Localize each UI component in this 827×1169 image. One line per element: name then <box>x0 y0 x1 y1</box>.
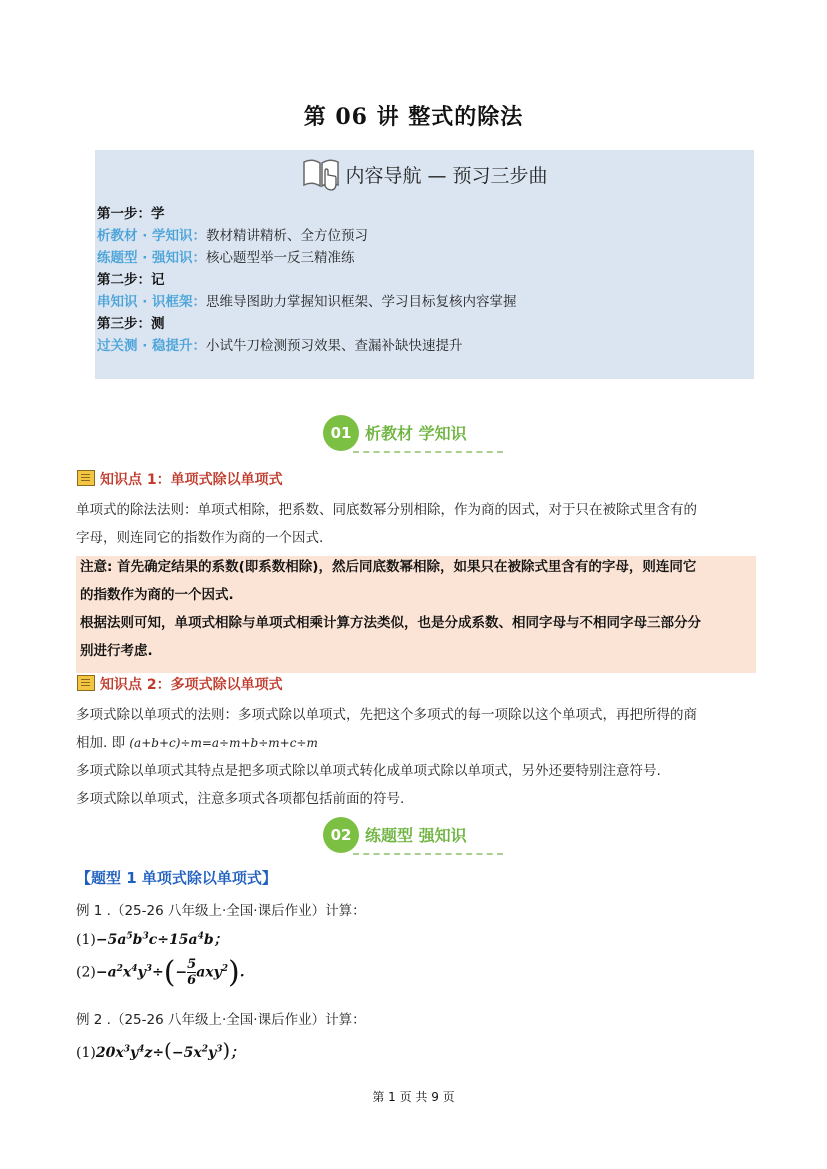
kp2-rule-line2: 相加. 即 (a+b+c)÷m=a÷m+b÷m+c÷m <box>76 735 318 751</box>
kp1-rule-line1: 单项式的除法法则：单项式相除，把系数、同底数幂分别相除，作为商的因式，对于只在被除式里含有的 <box>76 502 697 518</box>
nav-header <box>95 156 754 197</box>
example-1-q1: $(1)-5a^5b^3c\div 15a^4b$； <box>76 931 228 948</box>
example-1: 例 1 .（25-26 八年级上·全国·课后作业）计算： <box>76 903 366 919</box>
step-3: 第三步：测 <box>97 316 165 332</box>
nav-item-1: 析教材 · 学知识：教材精讲精析、全方位预习 <box>97 228 369 244</box>
knowledge-point-1-heading: 知识点 1：单项式除以单项式 <box>77 469 283 489</box>
note-line1: 注意: 首先确定结果的系数(即系数相除)，然后同底数幂相除，如果只在被除式里含有的字母，则连同它 <box>80 559 697 575</box>
nav-header-text: 内容导航 — 预习三步曲 <box>345 165 548 187</box>
nav-item-3: 串知识 · 识框架：思维导图助力掌握知识框架、学习目标复核内容掌握 <box>97 294 517 310</box>
section-01-badge <box>323 415 503 451</box>
section-number: 01 <box>323 415 359 451</box>
section-02-badge <box>323 817 503 853</box>
step-1: 第一步：学 <box>97 206 165 222</box>
section-label: 析教材 学知识 <box>365 424 467 443</box>
example-2-q1: $(1)20x^3y^4z\div(-5x^2y^3)$； <box>76 1038 245 1062</box>
page-footer: 第 1 页 共 9 页 <box>372 1090 455 1104</box>
example-1-q2: $(2)-a^2x^4y^3\div(-$ $\frac{5}{6}$ axy$^2$). <box>76 955 245 990</box>
section-number: 02 <box>323 817 359 853</box>
content-navigation-box <box>95 150 754 379</box>
kp2-rule-line1: 多项式除以单项式的法则：多项式除以单项式，先把这个多项式的每一项除以这个单项式，再把所得的商 <box>76 707 697 723</box>
note-box <box>76 556 756 673</box>
knowledge-point-2-heading: 知识点 2：多项式除以单项式 <box>77 674 283 694</box>
book-hand-icon <box>301 156 341 197</box>
note-line2: 的指数作为商的一个因式. <box>80 587 234 603</box>
step-2: 第二步：记 <box>97 272 165 288</box>
kp1-rule-line2: 字母，则连同它的指数作为商的一个因式. <box>76 530 324 546</box>
type-1-heading: 【题型 1 单项式除以单项式】 <box>76 869 277 887</box>
nav-item-2: 练题型 · 强知识：核心题型举一反三精准练 <box>97 250 355 266</box>
example-2: 例 2 .（25-26 八年级上·全国·课后作业）计算： <box>76 1012 366 1028</box>
kp2-formula: (a+b+c)÷m=a÷m+b÷m+c÷m <box>129 736 318 750</box>
kp2-line3: 多项式除以单项式其特点是把多项式除以单项式转化成单项式除以单项式，另外还要特别注意符号. <box>76 763 661 779</box>
page-title: 第 06 讲 整式的除法 <box>303 104 524 130</box>
kp2-line4: 多项式除以单项式，注意多项式各项都包括前面的符号. <box>76 791 405 807</box>
note-line4: 别进行考虑. <box>80 643 153 659</box>
section-label: 练题型 强知识 <box>365 826 467 845</box>
nav-item-4: 过关测 · 稳提升：小试牛刀检测预习效果、查漏补缺快速提升 <box>97 338 463 354</box>
notepad-icon <box>77 675 95 691</box>
note-line3: 根据法则可知，单项式相除与单项式相乘计算方法类似，也是分成系数、相同字母与不相同字母三部分分 <box>80 615 701 631</box>
notepad-icon <box>77 470 95 486</box>
